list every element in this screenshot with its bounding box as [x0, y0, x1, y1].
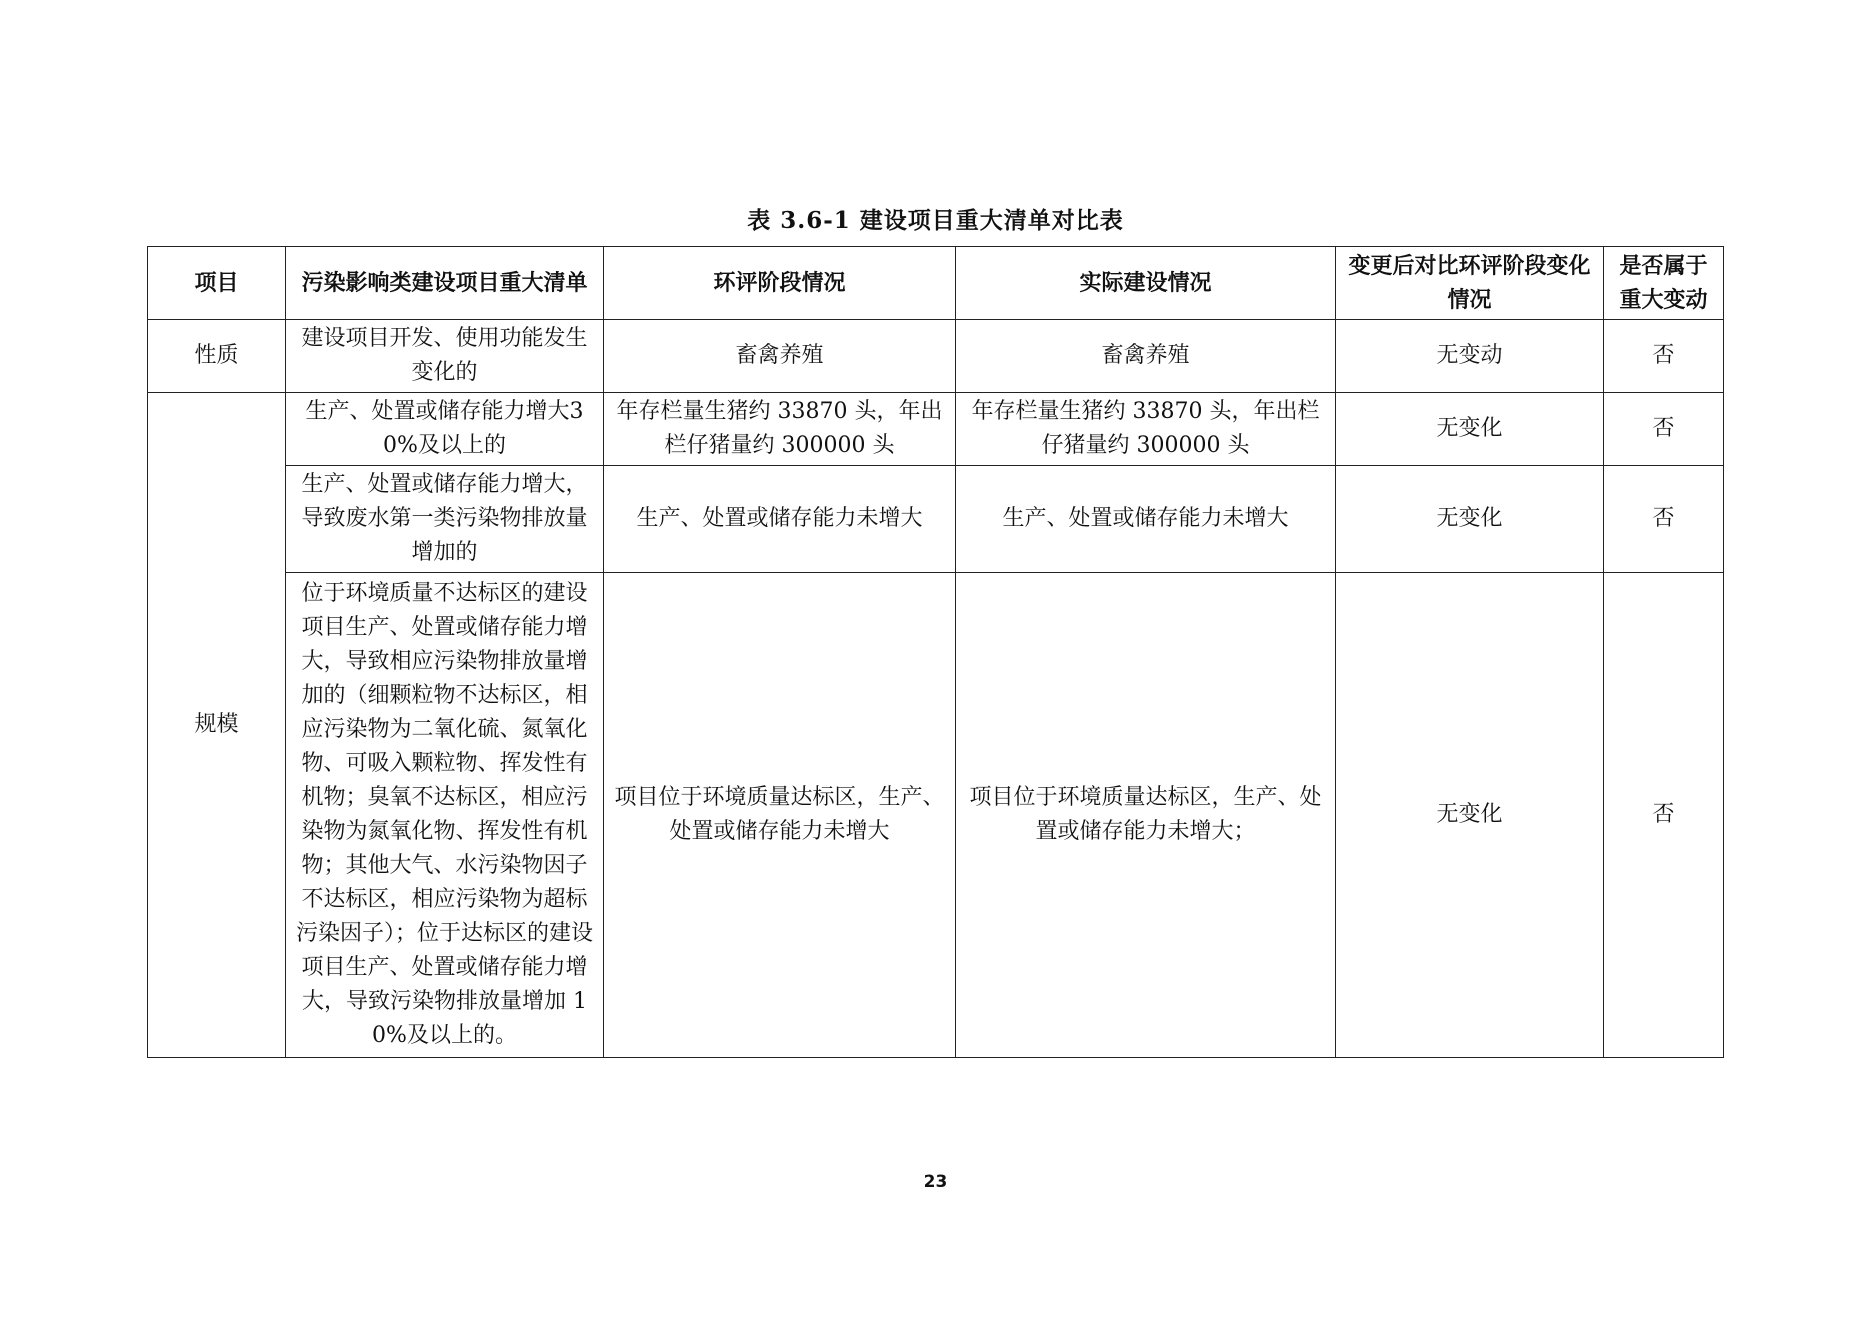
- row-checklist-item: 建设项目开发、使用功能发生变化的: [286, 320, 604, 393]
- table-row: [148, 393, 1724, 466]
- row-change: 无变化: [1336, 573, 1604, 1058]
- row-eia: 年存栏量生猪约 33870 头，年出栏仔猪量约 300000 头: [604, 393, 956, 466]
- table-caption: 表 3.6-1 建设项目重大清单对比表: [747, 207, 1124, 234]
- row-actual: 项目位于环境质量达标区，生产、处置或储存能力未增大；: [956, 573, 1336, 1058]
- header-checklist-item: 污染影响类建设项目重大清单: [286, 247, 604, 320]
- row-major: 否: [1604, 393, 1724, 466]
- row-checklist-item: 生产、处置或储存能力增大30%及以上的: [286, 393, 604, 466]
- row-major: 否: [1604, 320, 1724, 393]
- row-checklist-item: 生产、处置或储存能力增大，导致废水第一类污染物排放量增加的: [286, 466, 604, 573]
- row-checklist-item: 位于环境质量不达标区的建设项目生产、处置或储存能力增大，导致相应污染物排放量增加的（细颗粒物不达标区，相应污染物为二氧化硫、氮氧化物、可吸入颗粒物、挥发性有机物；臭氧不达标区，相应污染物为氮氧化物、挥发性有机物；其他大气、水污染物因子不达标区，相应污染物为超标污染因子）；位于达标区的建设项目生产、处置或储存能力增大，导致污染物排放量增加 10%及以上的。: [286, 573, 604, 1058]
- table-row: [148, 320, 1724, 393]
- header-eia-stage: 环评阶段情况: [604, 247, 956, 320]
- page-number: 23: [923, 1172, 948, 1192]
- header-change: 变更后对比环评阶段变化情况: [1336, 247, 1604, 320]
- row-actual: 年存栏量生猪约 33870 头，年出栏仔猪量约 300000 头: [956, 393, 1336, 466]
- header-actual-construction: 实际建设情况: [956, 247, 1336, 320]
- table-row: [148, 573, 1724, 1058]
- table-row: [148, 466, 1724, 573]
- row-eia: 畜禽养殖: [604, 320, 956, 393]
- header-major-change: 是否属于重大变动: [1604, 247, 1724, 320]
- row-major: 否: [1604, 466, 1724, 573]
- row-eia: 生产、处置或储存能力未增大: [604, 466, 956, 573]
- row-change: 无变化: [1336, 393, 1604, 466]
- row-category: 性质: [148, 320, 286, 393]
- row-major: 否: [1604, 573, 1724, 1058]
- row-actual: 生产、处置或储存能力未增大: [956, 466, 1336, 573]
- row-actual: 畜禽养殖: [956, 320, 1336, 393]
- row-category: 规模: [148, 393, 286, 1058]
- row-change: 无变化: [1336, 466, 1604, 573]
- header-category: 项目: [148, 247, 286, 320]
- row-eia: 项目位于环境质量达标区，生产、处置或储存能力未增大: [604, 573, 956, 1058]
- row-change: 无变动: [1336, 320, 1604, 393]
- table-header-row: [148, 247, 1724, 320]
- comparison-table: [147, 246, 1724, 1058]
